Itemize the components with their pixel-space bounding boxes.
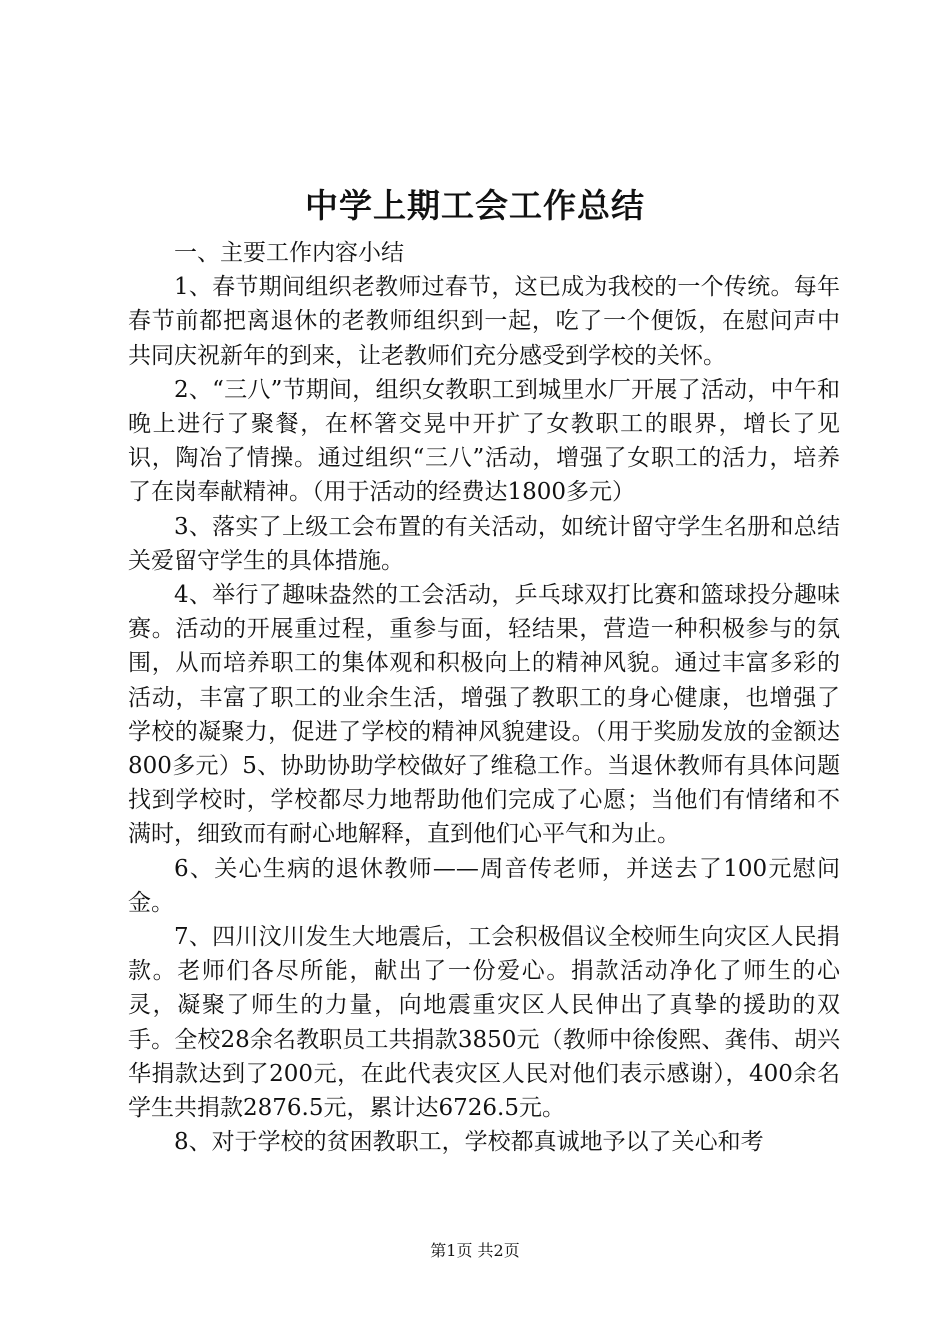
paragraph-6: 6、关心生病的退休教师——周音传老师，并送去了100元慰问金。 — [128, 855, 840, 916]
paragraph-4: 4、举行了趣味盎然的工会活动，乒乓球双打比赛和篮球投分趣味赛。活动的开展重过程，重参与面，轻结果，营造一种积极参与的氛围，从而培养职工的集体观和积极向上的精神风貌。通过丰富多彩的活动，丰富了职工的业余生活，增强了教职工的身心健康，也增强了学校的凝聚力，促进了学校的精神风貌建设。（用于奖励发放的金额达800多元）5、协助协助学校做好了维稳工作。当退休教师有具体问题找到学校时，学校都尽力地帮助他们完成了心愿；当他们有情绪和不满时，细致而有耐心地解释，直到他们心平气和为止。 — [128, 582, 840, 848]
paragraph-2: 2、“三八”节期间，组织女教职工到城里水厂开展了活动，中午和晚上进行了聚餐，在杯箸交晃中开扩了女教职工的眼界，增长了见识，陶冶了情操。通过组织“三八”活动，增强了女职工的活力，培养了在岗奉献精神。（用于活动的经费达1800多元） — [128, 376, 840, 506]
paragraph-7: 7、四川汶川发生大地震后，工会积极倡议全校师生向灾区人民捐款。老师们各尽所能，献出了一份爱心。捐款活动净化了师生的心灵，凝聚了师生的力量，向地震重灾区人民伸出了真挚的援助的双手。全校28余名教职员工共捐款3850元（教师中徐俊熙、龚伟、胡兴华捐款达到了200元，在此代表灾区人民对他们表示感谢），400余名学生共捐款2876.5元，累计达6726.5元。 — [128, 924, 840, 1122]
paragraph-3: 3、落实了上级工会布置的有关活动，如统计留守学生名册和总结关爱留守学生的具体措施。 — [128, 513, 840, 574]
document-body — [128, 236, 840, 1159]
page-footer: 第1页 共2页 — [430, 1241, 520, 1260]
paragraph-1: 1、春节期间组织老教师过春节，这已成为我校的一个传统。每年春节前都把离退休的老教师组织到一起，吃了一个便饭，在慰问声中共同庆祝新年的到来，让老教师们充分感受到学校的关怀。 — [128, 274, 840, 369]
document-title: 中学上期工会工作总结 — [305, 186, 645, 225]
section-heading: 一、主要工作内容小结 — [174, 240, 404, 266]
paragraph-8: 8、对于学校的贫困教职工，学校都真诚地予以了关心和考 — [174, 1129, 764, 1156]
